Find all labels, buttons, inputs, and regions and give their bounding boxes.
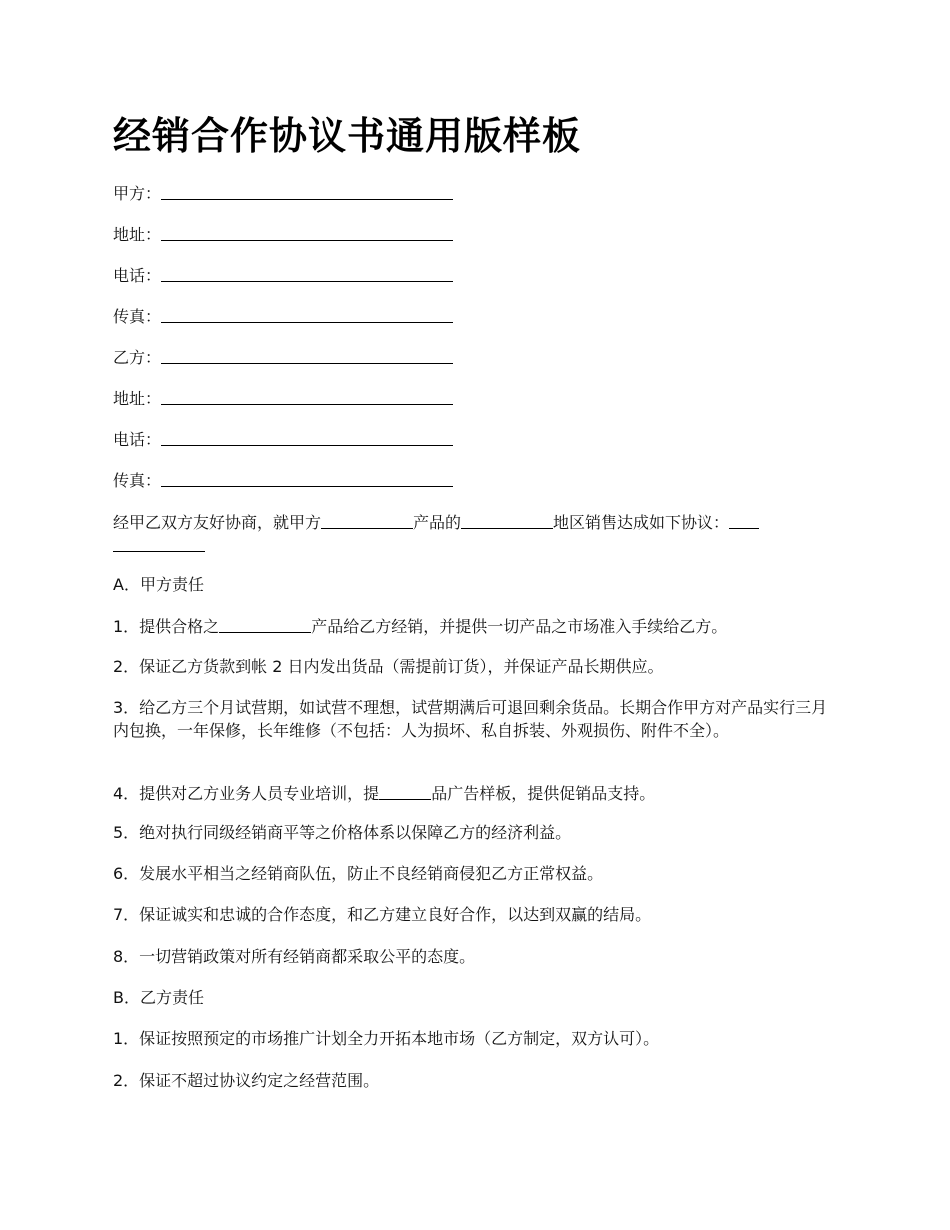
party-a-fax-field (113, 304, 453, 329)
section-a-item-4 (113, 781, 655, 806)
field-label: 传真： (113, 307, 162, 326)
blank-line (219, 614, 311, 633)
section-b-item-2: 2．保证不超过协议约定之经营范围。 (113, 1071, 380, 1090)
party-b-fax-field (113, 468, 453, 493)
field-label: 电话： (113, 266, 162, 285)
blank-line (461, 510, 553, 529)
party-b-address-field (113, 386, 453, 411)
intro-text-3: 地区销售达成如下协议： (553, 513, 730, 532)
intro-continuation (113, 533, 205, 558)
party-a-name-field (113, 181, 453, 206)
party-b-name-field (113, 345, 453, 370)
section-a-item-6: 6．发展水平相当之经销商队伍，防止不良经销商侵犯乙方正常权益。 (113, 864, 604, 883)
blank-line (161, 181, 453, 200)
blank-line (161, 468, 453, 487)
item-text: 产品给乙方经销，并提供一切产品之市场准入手续给乙方。 (311, 617, 728, 636)
item-text: 品广告样板，提供促销品支持。 (431, 784, 656, 803)
party-a-address-field (113, 222, 453, 247)
blank-line (161, 304, 453, 323)
field-label: 地址： (113, 389, 162, 408)
blank-line (161, 263, 453, 282)
blank-line (161, 427, 453, 446)
blank-line (161, 345, 453, 364)
section-b-item-1: 1．保证按照预定的市场推广计划全力开拓本地市场（乙方制定，双方认可）。 (113, 1029, 660, 1048)
section-a-item-5: 5．绝对执行同级经销商平等之价格体系以保障乙方的经济利益。 (113, 823, 572, 842)
section-a-item-7: 7．保证诚实和忠诚的合作态度，和乙方建立良好合作，以达到双赢的结局。 (113, 905, 652, 924)
field-label: 甲方： (113, 184, 162, 203)
intro-text-2: 产品的 (413, 513, 462, 532)
field-label: 地址： (113, 225, 162, 244)
party-b-phone-field (113, 427, 453, 452)
field-label: 传真： (113, 471, 162, 490)
blank-line (321, 510, 413, 529)
section-b-heading: B．乙方责任 (113, 988, 204, 1007)
intro-paragraph (113, 510, 759, 535)
section-a-item-8: 8．一切营销政策对所有经销商都采取公平的态度。 (113, 947, 476, 966)
section-a-item-2: 2．保证乙方货款到帐 2 日内发出货品（需提前订货），并保证产品长期供应。 (113, 657, 664, 676)
field-label: 乙方： (113, 348, 162, 367)
item-text: 1．提供合格之 (113, 617, 220, 636)
blank-line (113, 533, 205, 552)
party-a-phone-field (113, 263, 453, 288)
field-label: 电话： (113, 430, 162, 449)
intro-text-1: 经甲乙双方友好协商，就甲方 (113, 513, 322, 532)
blank-line (729, 510, 759, 529)
document-title: 经销合作协议书通用版样板 (113, 114, 582, 158)
section-a-heading: A．甲方责任 (113, 575, 204, 594)
item-text: 4．提供对乙方业务人员专业培训，提 (113, 784, 380, 803)
section-a-item-1 (113, 614, 727, 639)
section-a-item-3: 3．给乙方三个月试营期，如试营不理想，试营期满后可退回剩余货品。长期合作甲方对产品实行三月内包换，一年保修，长年维修（不包括：人为损坏、私自拆装、外观损伤、附件不全）。 (113, 698, 828, 740)
blank-line (379, 781, 431, 800)
blank-line (161, 222, 453, 241)
blank-line (161, 386, 453, 405)
